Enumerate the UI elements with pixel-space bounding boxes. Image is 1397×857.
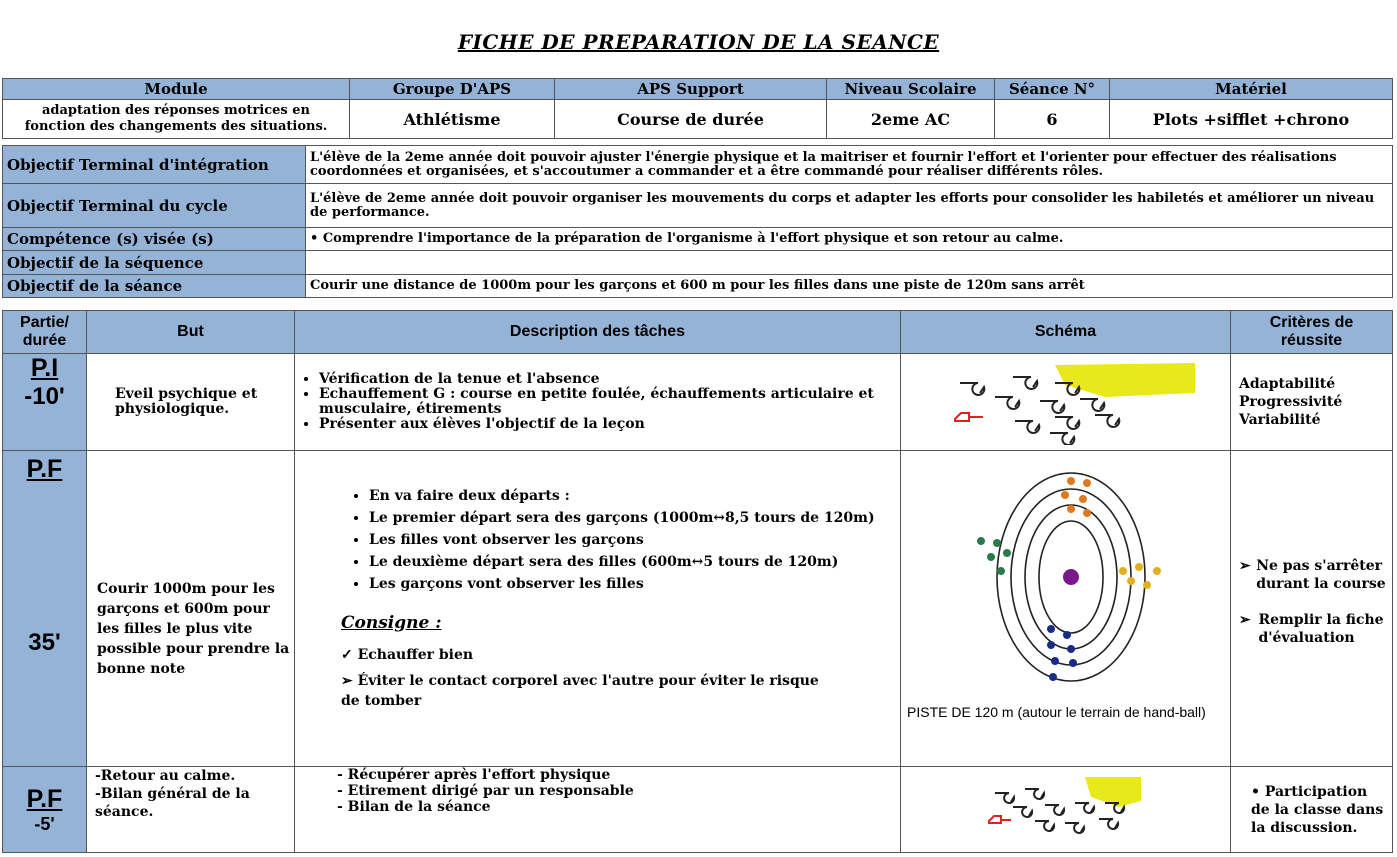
- desc-cell: [295, 354, 901, 451]
- but-line-2: physiologique.: [115, 401, 230, 417]
- col-description: Description des tâches: [295, 311, 901, 354]
- niveau-value: 2eme AC: [827, 100, 995, 139]
- seance-value: 6: [995, 100, 1110, 139]
- aps-value: Course de durée: [555, 100, 827, 139]
- criterion: Adaptabilité: [1239, 376, 1336, 392]
- sequence-text: [306, 251, 1393, 275]
- schema-cell: [901, 767, 1231, 853]
- criteres-line-1: Critères de: [1269, 314, 1354, 331]
- criteres-line-2: réussite: [1280, 332, 1343, 349]
- consigne-heading: Consigne :: [341, 613, 442, 633]
- list-item: - Etirement dirigé par un responsable: [337, 783, 634, 799]
- part-duration: 35': [28, 629, 61, 656]
- seance-objective-text: Courir une distance de 1000m pour les garçons et 600 m pour les filles dans une piste de 120m sans arrêt: [306, 275, 1393, 298]
- schema-cell: [901, 451, 1231, 767]
- part-duration: -10': [24, 383, 65, 410]
- table-row: [3, 451, 1393, 767]
- module-line-1: adaptation des réponses motrices en: [42, 103, 310, 118]
- list-item: • Echauffement G : course en petite foulée, échauffements articulaire et musculaire, étirements: [319, 387, 896, 417]
- tasks-table: [2, 310, 1393, 853]
- table-row: [3, 767, 1393, 853]
- oti-label: Objectif Terminal d'intégration: [3, 146, 306, 184]
- partie-line-2: durée: [22, 332, 67, 349]
- runner-group-orange: [1061, 477, 1091, 517]
- otc-label: Objectif Terminal du cycle: [3, 184, 306, 228]
- desc-cell: [295, 451, 901, 767]
- arrow-icon: ➢: [1239, 557, 1251, 574]
- criterion: Progressivité: [1239, 394, 1343, 410]
- module-line-2: fonction des changements des situations.: [24, 119, 328, 134]
- part-cell: [3, 767, 87, 853]
- list-item: • En va faire deux départs :: [369, 485, 896, 507]
- col-materiel: Matériel: [1110, 79, 1393, 100]
- part-cell: [3, 354, 87, 451]
- whistle-icon: [955, 413, 983, 421]
- col-module: Module: [3, 79, 350, 100]
- competence-text: • Comprendre l'importance de la préparation de l'organisme à l'effort physique et son retour au calme.: [306, 228, 1393, 251]
- list-item: - Récupérer après l'effort physique: [337, 767, 611, 783]
- materiel-value: Plots +sifflet +chrono: [1110, 100, 1393, 139]
- col-aps: APS Support: [555, 79, 827, 100]
- criterion-text: Remplir la fiche d'évaluation: [1258, 611, 1384, 646]
- desc-cell: [295, 767, 901, 853]
- list-item: • Les garçons vont observer les filles: [369, 573, 896, 595]
- schema-cell: [901, 354, 1231, 451]
- seance-objective-label: Objectif de la séance: [3, 275, 306, 298]
- center-marker: [1063, 569, 1079, 585]
- but-line-1: Eveil psychique et: [115, 386, 258, 402]
- session-info-table: [2, 78, 1393, 139]
- partie-line-1: Partie/: [20, 314, 69, 331]
- criterion: [1239, 557, 1388, 593]
- col-but: But: [87, 311, 295, 354]
- col-groupe: Groupe D'APS: [350, 79, 555, 100]
- but-cell: [87, 354, 295, 451]
- but-cell: -Retour au calme. -Bilan général de la séance.: [87, 767, 295, 853]
- list-item: - Bilan de la séance: [337, 799, 491, 815]
- list-item: • Présenter aux élèves l'objectif de la leçon: [319, 417, 896, 432]
- part-code: P.I: [30, 354, 59, 382]
- consigne-item: ➢ Éviter le contact corporel avec l'autre pour éviter le risque de tomber: [341, 673, 819, 709]
- but-cell: Courir 1000m pour les garçons et 600m pour les filles le plus vite possible pour prendre la bonne note: [87, 451, 295, 767]
- consigne-item: ✓ Echauffer bien: [341, 647, 474, 663]
- col-niveau: Niveau Scolaire: [827, 79, 995, 100]
- criterion: [1239, 611, 1388, 647]
- sequence-label: Objectif de la séquence: [3, 251, 306, 275]
- list-item: • Le deuxième départ sera des filles (600m↔5 tours de 120m): [369, 551, 896, 573]
- runner-group-yellow: [1119, 563, 1161, 589]
- part-duration: -5': [34, 813, 55, 834]
- track-diagram: [901, 451, 1229, 699]
- col-criteres: [1231, 311, 1393, 354]
- col-partie: [3, 311, 87, 354]
- col-seance: Séance N°: [995, 79, 1110, 100]
- list-item: • Les filles vont observer les garçons: [369, 529, 896, 551]
- whistle-icon: [989, 816, 1011, 823]
- col-schema: Schéma: [901, 311, 1231, 354]
- module-value: [3, 100, 350, 139]
- oti-text: L'élève de la 2eme année doit pouvoir ajuster l'énergie physique et la maitriser et fournir l'effort et l'orienter pour effectuer des réalisations coordonnées et organisées, et s'accoutumer a commander et a être commandé pour réaliser différents rôles.: [306, 146, 1393, 184]
- part-code: P.F: [26, 455, 63, 483]
- criterion-text: Ne pas s'arrêter durant la course: [1256, 557, 1386, 592]
- runner-group-green: [977, 537, 1011, 575]
- criteria-cell: [1231, 354, 1393, 451]
- objectives-table: [2, 145, 1393, 298]
- criteria-cell: • Participation de la classe dans la discussion.: [1231, 767, 1393, 853]
- arrow-icon: ➢: [1239, 611, 1251, 628]
- otc-text: L'élève de 2eme année doit pouvoir organiser les mouvements du corps et adapter les efforts pour consolider les habiletés et améliorer un niveau de performance.: [306, 184, 1393, 228]
- criteria-cell: [1231, 451, 1393, 767]
- schema-caption: PISTE DE 120 m (autour le terrain de hand-ball): [907, 704, 1206, 720]
- warmup-diagram: [905, 355, 1225, 445]
- competence-label: Compétence (s) visée (s): [3, 228, 306, 251]
- table-row: [3, 354, 1393, 451]
- criterion: Variabilité: [1239, 412, 1321, 428]
- list-item: • Vérification de la tenue et l'absence: [319, 372, 896, 387]
- part-code: P.F: [26, 784, 63, 813]
- groupe-value: Athlétisme: [350, 100, 555, 139]
- part-cell: [3, 451, 87, 767]
- cooldown-diagram: [905, 773, 1225, 843]
- page-title: FICHE DE PREPARATION DE LA SEANCE: [457, 30, 940, 54]
- list-item: • Le premier départ sera des garçons (1000m↔8,5 tours de 120m): [369, 507, 896, 529]
